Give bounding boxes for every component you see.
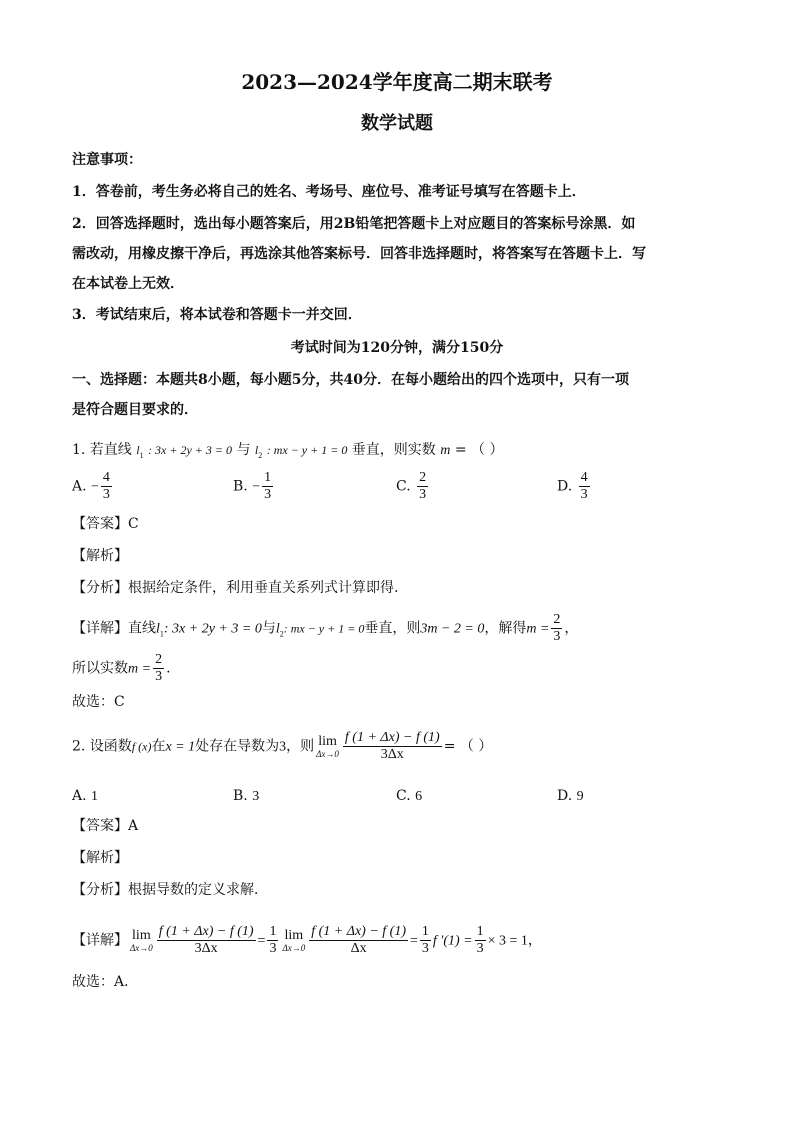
q1-choose: 故选：C <box>72 694 125 710</box>
detail-text-5: ， <box>564 620 579 637</box>
exam-title: 2023—2024学年度高二期末联考 <box>241 70 553 94</box>
q2-eq-1: x = 1 <box>165 739 196 755</box>
detail-end: × 3 = 1， <box>487 933 542 949</box>
notice-item-2-line-1: 2．回答选择题时，选出每小题答案后，用2B铅笔把答题卡上对应题目的答案标号涂黑．如 <box>72 216 636 232</box>
fraction-denominator: 3 <box>580 487 588 502</box>
q1-answer <box>72 514 139 534</box>
fraction-denominator: 3Δx <box>380 747 404 762</box>
detail-limit-1 <box>130 929 153 953</box>
q2-text-3: ，则 <box>286 738 315 755</box>
q1-conclusion <box>72 652 171 685</box>
limit-symbol: lim <box>284 927 304 943</box>
detail-text-1: 直线 <box>128 620 156 637</box>
detail-equals: = <box>257 933 266 949</box>
detail-l1: l <box>156 621 160 637</box>
option-fraction <box>417 470 428 503</box>
q2-detail <box>72 924 542 957</box>
option-label: B. <box>233 478 248 495</box>
limit-subscript: Δx→0 <box>282 942 306 953</box>
detail-text-2: 与 <box>261 620 276 637</box>
q1-l1-sub: 1 <box>139 450 144 460</box>
fraction-numerator: f (1 + Δx) − f (1) <box>344 730 440 745</box>
q2-value: 3 <box>279 739 287 755</box>
fraction-numerator: f (1 + Δx) − f (1) <box>158 924 254 939</box>
fraction-numerator: 1 <box>476 924 484 939</box>
section-1-line-2: 是符合题目要求的． <box>72 402 198 418</box>
q1-l2-sub: 2 <box>258 450 263 460</box>
option-sign: − <box>252 479 261 495</box>
q1-option-d <box>557 470 592 503</box>
fraction-denominator: 3 <box>553 629 561 644</box>
fraction-numerator: 2 <box>155 652 163 667</box>
notice-item-2-line-3: 在本试卷上无效． <box>72 276 184 292</box>
so-text: 所以实数 <box>72 660 128 677</box>
fenxi-label: 【分析】 <box>72 580 128 596</box>
notice-item-3: 3．考试结束后，将本试卷和答题卡一并交回． <box>72 307 362 323</box>
detail-l1-sub: 1 <box>159 629 164 639</box>
fraction-denominator: 3 <box>419 487 427 502</box>
so-end: . <box>166 660 171 677</box>
q1-var: m <box>440 443 451 458</box>
notice-item-2-line-2: 需改动，用橡皮擦干净后，再选涂其他答案标号．回答非选择题时，将答案写在答题卡上．写 <box>72 246 646 262</box>
fraction-numerator: f (1 + Δx) − f (1) <box>311 924 406 939</box>
question-1-stem <box>72 440 503 466</box>
q2-limit <box>316 735 339 759</box>
q1-l2: l <box>254 443 259 457</box>
option-label: D. <box>557 788 573 804</box>
fenxi-text: 根据给定条件，利用垂直关系列式计算即得. <box>128 580 399 596</box>
detail-limit-2 <box>282 929 305 953</box>
fraction-numerator: 1 <box>269 924 277 939</box>
q1-detail <box>72 612 578 645</box>
option-value: 6 <box>415 789 423 804</box>
fraction-denominator: 3 <box>155 669 163 684</box>
fraction-denominator: 3 <box>421 941 429 956</box>
detail-coefficient-2 <box>420 924 431 957</box>
answer-value: C <box>128 516 139 532</box>
fraction-numerator: 1 <box>264 470 272 485</box>
option-label: A. <box>72 788 87 804</box>
option-label: D. <box>557 478 573 495</box>
q1-analysis-label: 【解析】 <box>72 548 128 564</box>
q1-text-mid: 垂直，则实数 <box>351 442 436 458</box>
fraction-denominator: 3 <box>269 941 277 956</box>
fraction-denominator: 3 <box>264 487 272 502</box>
q2-text-1: 在 <box>151 738 166 755</box>
detail-l2-sub: 2 <box>279 629 284 639</box>
q2-choose: 故选：A． <box>72 974 139 990</box>
detail-eq-4: m = <box>526 621 550 637</box>
q1-conj: 与 <box>236 442 251 458</box>
option-label: C. <box>396 788 411 804</box>
detail-coefficient-1 <box>267 924 278 957</box>
q2-option-d <box>557 786 584 807</box>
fraction-numerator: 4 <box>102 470 110 485</box>
detail-fraction <box>551 612 562 645</box>
detail-eq-2: : mx − y + 1 = 0 <box>283 621 365 636</box>
q1-l1: l <box>136 443 140 457</box>
detail-label: 【详解】 <box>72 932 128 949</box>
question-2-stem <box>72 730 492 763</box>
detail-fraction-2 <box>309 924 408 957</box>
fraction-denominator: 3 <box>476 941 484 956</box>
q2-option-c <box>396 786 422 807</box>
q2-analysis-label: 【解析】 <box>72 850 128 866</box>
subject-title: 数学试题 <box>361 113 433 134</box>
detail-derivative: f ′(1) = <box>432 933 473 949</box>
limit-subscript: Δx→0 <box>316 748 339 759</box>
so-fraction <box>153 652 164 685</box>
answer-label: 【答案】 <box>72 516 128 532</box>
option-value: 1 <box>91 789 99 804</box>
option-label: B. <box>233 788 248 804</box>
fraction-numerator: 2 <box>419 470 427 485</box>
q2-fx: f (x) <box>131 739 152 754</box>
option-label: A. <box>72 478 87 495</box>
fraction-denominator: 3 <box>102 487 110 502</box>
q1-option-c <box>396 470 430 503</box>
option-sign: − <box>91 479 99 495</box>
detail-label: 【详解】 <box>72 620 128 637</box>
answer-value: A <box>128 818 139 834</box>
fraction-numerator: 4 <box>580 470 588 485</box>
option-fraction <box>101 470 112 503</box>
q2-prefix: 2. 设函数 <box>72 738 132 755</box>
fraction-denominator: Δx <box>350 941 367 956</box>
limit-symbol: lim <box>132 927 151 943</box>
q2-fraction <box>343 730 442 763</box>
detail-eq-3: 3m − 2 = 0 <box>420 621 485 637</box>
detail-text-3: 垂直，则 <box>364 620 421 637</box>
q1-prefix: 1. 若直线 <box>72 442 132 458</box>
q2-answer <box>72 816 138 836</box>
q1-fenxi <box>72 578 398 598</box>
option-value: 3 <box>252 789 260 804</box>
exam-info: 考试时间为120分钟，满分150分 <box>290 340 504 356</box>
option-fraction <box>579 470 590 503</box>
answer-label: 【答案】 <box>72 818 128 834</box>
q1-l2-eq: : mx − y + 1 = 0 <box>266 443 348 457</box>
q2-text-4: = （ ） <box>443 738 493 755</box>
section-1-line-1: 一、选择题：本题共8小题，每小题5分，共40分．在每小题给出的四个选项中，只有一项 <box>72 372 629 388</box>
fraction-numerator: 1 <box>421 924 429 939</box>
q1-l1-eq: : 3x + 2y + 3 = 0 <box>148 443 233 457</box>
fraction-denominator: 3Δx <box>194 941 218 956</box>
limit-subscript: Δx→0 <box>130 942 153 953</box>
fenxi-label: 【分析】 <box>72 882 128 898</box>
option-fraction <box>262 470 273 503</box>
q1-text-end: = （ ） <box>454 442 504 458</box>
detail-equals-2: = <box>410 933 418 949</box>
q2-option-b <box>233 786 259 807</box>
so-eq: m = <box>128 661 152 677</box>
limit-symbol: lim <box>318 733 337 749</box>
detail-eq-1: : 3x + 2y + 3 = 0 <box>163 621 262 637</box>
detail-coefficient-3 <box>475 924 486 957</box>
detail-l2: l <box>275 621 280 637</box>
notice-heading: 注意事项： <box>72 152 142 168</box>
fraction-numerator: 2 <box>553 612 561 627</box>
option-label: C. <box>396 478 411 495</box>
q1-option-b <box>233 470 275 503</box>
q2-option-a <box>72 786 98 807</box>
option-value: 9 <box>576 789 584 804</box>
detail-text-4: ，解得 <box>484 620 527 637</box>
q2-text-2: 处存在导数为 <box>195 738 280 755</box>
q2-fenxi <box>72 880 268 900</box>
detail-fraction-1 <box>157 924 256 957</box>
notice-item-1: 1．答卷前，考生务必将自己的姓名、考场号、座位号、准考证号填写在答题卡上． <box>72 184 586 200</box>
q1-option-a <box>72 470 114 503</box>
fenxi-text: 根据导数的定义求解． <box>128 882 268 898</box>
